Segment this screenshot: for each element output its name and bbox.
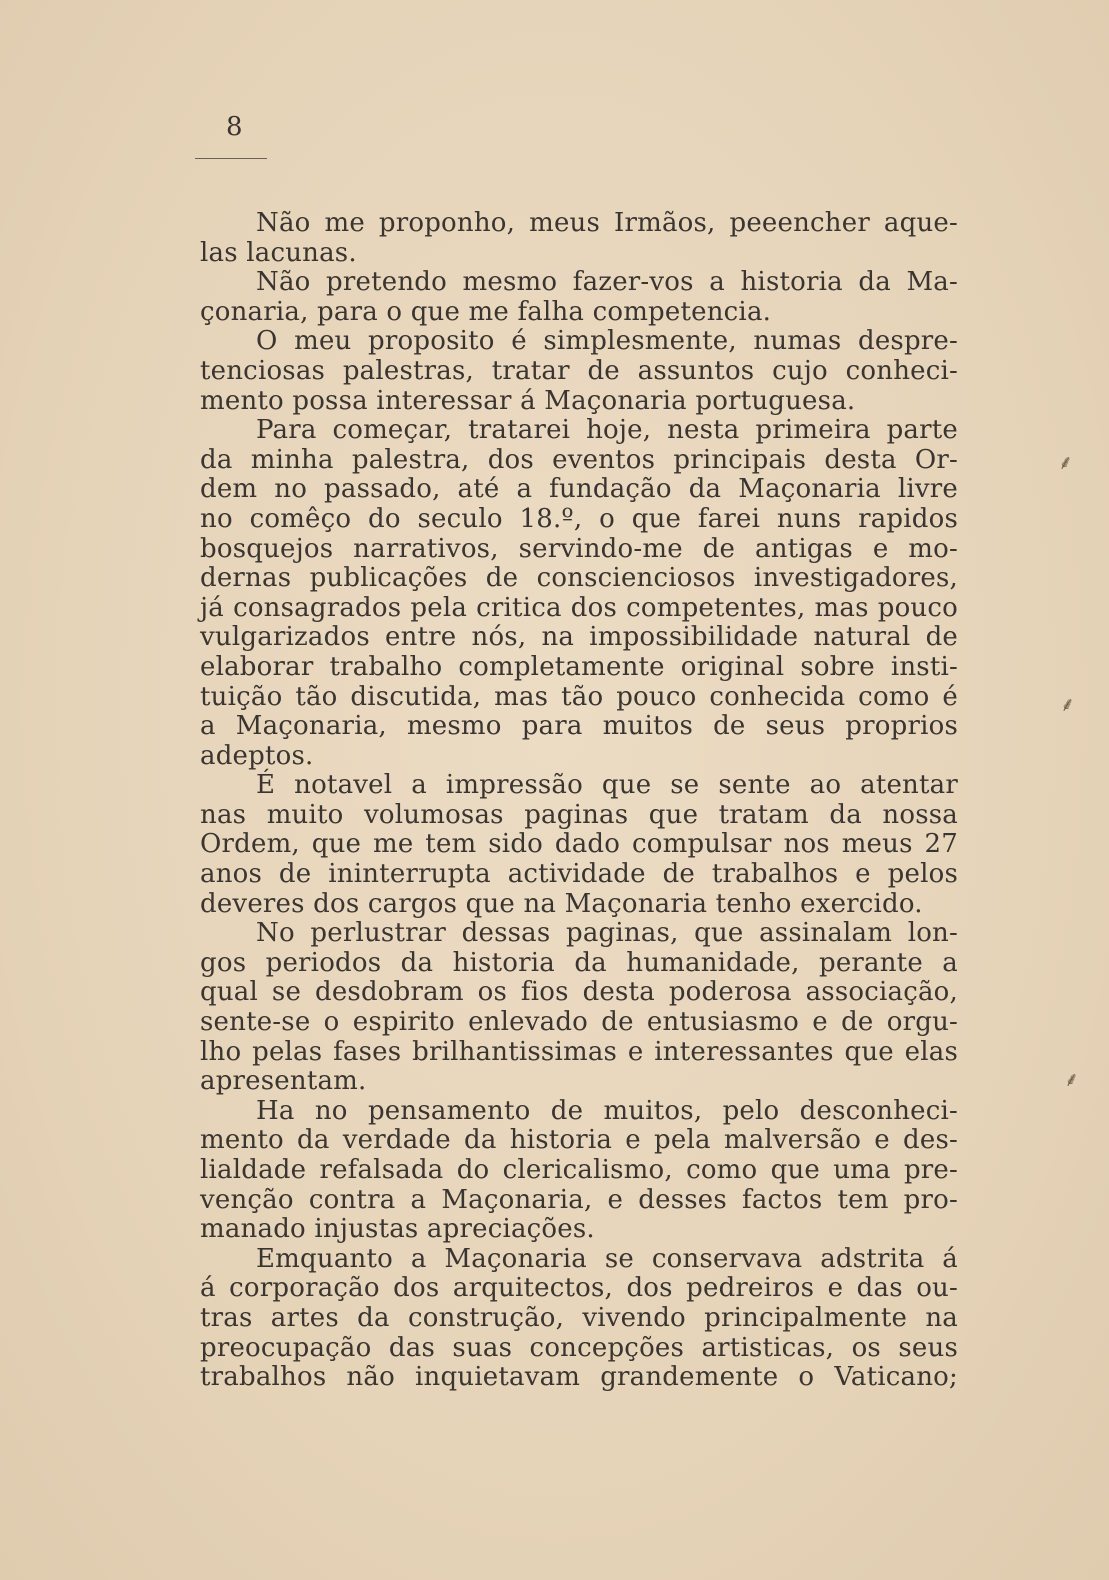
text-line: Ordem, que me tem sido dado compulsar nos meus 27 <box>200 829 958 860</box>
text-line: vulgarizados entre nós, na impossibilidade natural de <box>200 622 958 653</box>
text-line: adeptos. <box>200 740 314 771</box>
page-number: 8 <box>226 112 244 142</box>
text-line: tras artes da construção, vivendo principalmente na <box>200 1302 958 1333</box>
text-line: las lacunas. <box>200 237 357 268</box>
text-line: venção contra a Maçonaria, e desses factos tem pro- <box>200 1184 958 1215</box>
text-line: Emquanto a Maçonaria se conservava adstrita á <box>256 1243 958 1274</box>
text-line: á corporação dos arquitectos, dos pedreiros e das ou- <box>200 1273 958 1304</box>
text-line: qual se desdobram os fios desta poderosa associação, <box>200 977 958 1008</box>
text-line: nas muito volumosas paginas que tratam da nossa <box>200 799 958 830</box>
margin-ink-mark: ⸙ <box>1060 692 1075 716</box>
text-line: çonaria, para o que me falha competencia. <box>200 296 772 327</box>
text-line: tuição tão discutida, mas tão pouco conhecida como é <box>200 681 958 712</box>
margin-ink-mark: ⸙ <box>1058 450 1073 474</box>
body-text <box>200 209 958 1393</box>
text-line: sente-se o espirito enlevado de entusiasmo e de orgu- <box>200 1007 958 1038</box>
text-line: dem no passado, até a fundação da Maçonaria livre <box>200 474 958 505</box>
margin-ink-mark: ⸙ <box>1064 1067 1079 1091</box>
text-line: da minha palestra, dos eventos principais desta Or- <box>200 444 958 475</box>
text-line: elaborar trabalho completamente original sobre insti- <box>200 651 958 682</box>
text-line: manado injustas apreciações. <box>200 1214 595 1245</box>
text-line: lho pelas fases brilhantissimas e interessantes que elas <box>200 1036 958 1067</box>
text-line: tenciosas palestras, tratar de assuntos cujo conheci- <box>200 355 958 386</box>
text-line: No perlustrar dessas paginas, que assinalam lon- <box>256 918 958 949</box>
text-line: Não me proponho, meus Irmãos, peeencher aque- <box>256 208 958 238</box>
text-line: deveres dos cargos que na Maçonaria tenho exercido. <box>200 888 923 919</box>
text-line: Não pretendo mesmo fazer-vos a historia da Ma- <box>256 267 958 298</box>
text-line: Ha no pensamento de muitos, pelo desconheci- <box>256 1095 958 1126</box>
text-line: lialdade refalsada do clericalismo, como que uma pre- <box>200 1155 958 1185</box>
text-line: mento da verdade da historia e pela malversão e des- <box>200 1125 958 1156</box>
text-line: apresentam. <box>200 1066 367 1097</box>
text-line: no comêço do seculo 18.º, o que farei nuns rapidos <box>200 503 958 534</box>
text-line: mento possa interessar á Maçonaria portuguesa. <box>200 385 856 416</box>
text-line: gos periodos da historia da humanidade, perante a <box>200 947 958 978</box>
text-line: O meu proposito é simplesmente, numas despre- <box>256 326 958 357</box>
text-line: Para começar, tratarei hoje, nesta primeira parte <box>256 415 958 446</box>
text-line: bosquejos narrativos, servindo-me de antigas e mo- <box>200 533 958 564</box>
text-line: já consagrados pela critica dos competentes, mas pouco <box>200 592 958 623</box>
text-line: dernas publicações de conscienciosos investigadores, <box>200 563 958 594</box>
text-line: anos de ininterrupta actividade de trabalhos e pelos <box>200 859 958 890</box>
text-line: trabalhos não inquietavam grandemente o Vaticano; <box>200 1362 958 1393</box>
page-number-rule <box>195 158 267 159</box>
text-line: É notavel a impressão que se sente ao atentar <box>256 770 958 801</box>
text-line: a Maçonaria, mesmo para muitos de seus proprios <box>200 711 958 742</box>
text-line: preocupação das suas concepções artisticas, os seus <box>200 1332 958 1363</box>
